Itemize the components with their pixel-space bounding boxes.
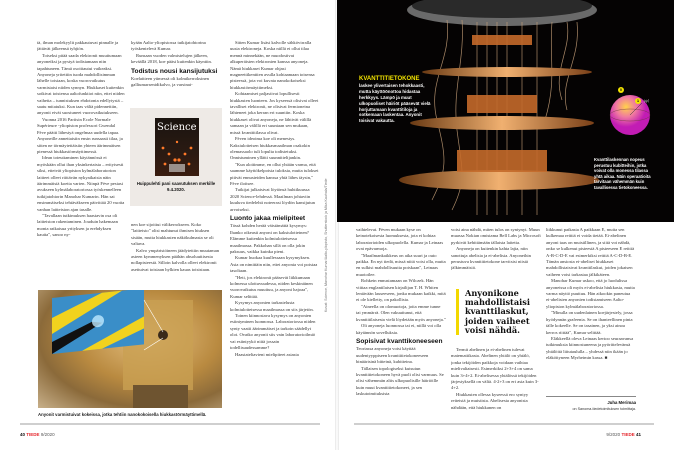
qubit-label-0: 0: [619, 87, 623, 92]
magazine-brand: TIEDE: [26, 432, 40, 437]
issue-number: 9/2020: [40, 432, 55, 437]
signature-divider: [546, 396, 636, 397]
paragraph: Haastateltavieni mielipiteet asiasta: [235, 351, 299, 357]
paragraph: Kumar huokaa kuullessaan kysymyksen. Asia on nimittäin niin, ettei anyonia voi poistaa tasoltaan.: [230, 255, 318, 274]
quantum-computer-infobox: [359, 77, 437, 124]
qubit-label-psi: |ψ⟩: [644, 98, 650, 103]
paragraph: tä, ilman molekyylit pakkautuvat pinnalle ja jättävät jälkeensä tyhjiön.: [37, 40, 119, 52]
paragraph: Hiukkasten ollessa kyseessä ero syntyy reiteistä ja muistista. Abelisesta anyonista nähdään, että hiukkanen on: [451, 391, 529, 410]
section-heading: Luonto jakaa mielipiteet: [230, 214, 306, 222]
right-column-2-top: [451, 227, 541, 281]
right-column-3: [546, 227, 636, 393]
paragraph: Sitten Kumar lisäsi kalvolle sähkövirralla uusia elektroneja. Koska niillä ei ollut tilaa mennä minnekään, ne muodostivat alkuperäisten elektronien kanssa anyoneja. Nämä hiukkaset Kumar ohjasi magneettikenttien avulla kohtaamaan toisensa pisteessä, jota voi kuvata nanokokoiseksi hiukkastörmäyttimeksi.: [230, 40, 315, 90]
paragraph: Manohar Kumar uskoo, että jo luodulissa anyoneissa oli myös ei-abelisia hiukkasia, mutta varma näyttö puuttuu. Hän aikookin paneutua ei-abelisten anyonien todistamiseen Aalto-yliopiston kylmälaboratoriossa.: [546, 278, 635, 309]
paragraph: Termit abelinen ja ei-abelinen tulevat matematiikasta. Abelinen yhtälö on yhtälö, jonka tekijöiden paikkoja voidaan vaihtaa mielivaltaisesti. Esimerkiksi 2+3+4 on sama kuin 3+4+2. Ei-abelisessa yhtälössä tekijöiden järjestyksellä on väliä. 4-2+3 on eri asia kuin 3-4+2.: [451, 347, 539, 391]
section-heading: Sopisivat kvanttikoneeseen: [356, 337, 443, 345]
paragraph: "Tavallaan tutkimuksen haastavin osa oli laitteiston rakentaminen. Jouduin hakemaan monta ratkaisua yrityksen ja erehdyksen kautta", sanoo ny-: [37, 212, 118, 238]
left-column-2-top: [131, 40, 221, 106]
paragraph: Tällaisen topologiseksi kutsutun kvanttitietokoneen hyvä puoli olisi varmuus. Se olisi vähemmän altis ulkopuolisille häiriöille kuin muut kvanttitietokoneet, ja sen laskutoimituksista: [356, 365, 444, 397]
right-column-2-bottom: [451, 347, 541, 419]
paragraph: Vuonna 2016 Pariisin Ecole Normale Supérieure -yliopiston professori Gwendal Fève päätti lähestyä ongelmaa uudella tapaa. Anyoneille annettaisiin ensin runsaasti tilaa, ja sitten ne törmäytettäisiin yhteen äärimmäisen pienessä hiukkastörmäyttimessä.: [37, 116, 123, 154]
left-column-1: [37, 40, 125, 288]
author-note: on Sanoma-tiedetoimituksen toimittaja.: [572, 407, 636, 411]
paragraph: vaihtelevat. Fèven mukaan kyse on keinotekoisesta luomuksesta, jota ei kohtaa laboratorioiden ulkopuolella. Kumar ja Leinaas ovat epävarmoja.: [356, 227, 444, 252]
right-column-1: [356, 227, 446, 419]
paragraph: "Heti, jos elektronit pääsevät liikkumaan kolmessa ulottuvuudessa, niiden keskinäinen vuorovaikutus muuttuu, ja anyoni hajoaa", Kumar selittää.: [230, 274, 313, 299]
paragraph: Koelaitteen ytimessä oli kolmikerroksinen galliumarsenidikalvo, ja varsinai-: [131, 76, 209, 88]
qubit-infobox: Kvanttilaskennan nopeus perustuu kubitteihin, jotka voivat olla monessa tilassa yhtä aikaa. Näin operaatioita tarvitaan vähemmän kuin tavallisessa tietokoneessa.: [594, 157, 651, 190]
paragraph: Rohkein ennustamaan on Wilczek. Hän viittaa englantilaisen kirjailijan T. H. Whiten lentävään lauseeseen, jonka mukaan kaikki, mitä ei ole kielletty, on pakollista.: [356, 278, 446, 303]
paragraph: kyään Aalto-yliopistossa tutkijatohtorina työskentelevä Kumar.: [131, 40, 206, 52]
qubit-label-1: 1: [636, 98, 640, 103]
paragraph: Tässä kohden herää väistämättä kysymys: Ihanko oikeasti anyoni on kaksiulotteinen? Elämme kuitenkin kolmiulotteisessa maailmassa. Pakkohan sillä on olla jokin paksuus, vaikka kuinka pieni.: [230, 223, 309, 254]
page-number: 40: [20, 432, 26, 437]
page-footer-left: [20, 432, 55, 437]
science-cover-image: [155, 118, 199, 176]
photo-caption: Anyonit varmistuivat kokeissa, jotka tehtiin nanokokoisella hiukkastörmäyttimellä.: [38, 412, 207, 417]
paragraph: Idean toteuttaminen käytännössä ei myöskään ollut ihan yksinkertaista – erityisesti siksi, etteivät yliopiston kylmälaboratorion laitteet olleet riittävän nykyaikaisia näin äärimmäisiä koetta varten. Niinpä Fève pestasi avukseen kylmälaboratoriossa työskennelleen tutkijatohtorin Manohar Kumarin. Hän sai ensimmäiseksi tehtäväkseen päivittää 20 vuotta vanhan laitteiston ajan tasalle.: [37, 155, 125, 212]
paragraph: Kalvo ympäristöineen jäädytettiin muutaman asteen kymmenyksen päähän absoluuttisesta nollapisteestä. Silloin kalvolla olleet elektronit asettuivat toisiaan hylkien kauas toisistaan.: [131, 247, 220, 272]
paragraph: Tutkijat julkaisivat löytönsä huhtikuussa 2020 Science-lehdessä. Maailman johtaviin kuuluva tiedelehti noteerasi löydön kansijutun arvoiseksi.: [230, 187, 315, 212]
issue-number: 9/2020: [606, 432, 621, 437]
divider: [354, 423, 654, 425]
page-number: 41: [635, 432, 641, 437]
divider: [20, 423, 320, 425]
magazine-brand: TIEDE: [621, 432, 635, 437]
paragraph: Toinen kiinnostava kysymys on anyonien esiintyminen luonnossa. Laboratoriossa niiden synty vaatii äärimmäiset ja tarkoin säädellyt olot. Ovatko anyonit siis vain laboratorioilmiö vai esiintyykö niitä jossain todellisuudessamme?: [230, 313, 316, 351]
paragraph: "Kun aloitimme, en ollut yhtään varma, että saamme käyttökelpoisia tuloksia, mutta tulokset pitivät ennusteiden kanssa yhtä lähes täysin," Fève iloitsee.: [230, 161, 319, 186]
paragraph: Kohtaamiset paljastivat lopullisesti hiukkasten luonteen. Jos kyseessä olisivat olleet tavalliset elektronit, ne olisivat fermioneina lähteneet joka kerran eri suuntiin. Koska hiukkaset olivat anyoneja, ne lähtivät välillä samaan ja välillä eri suuntaan sen mukaan, missä kvanttitilassa olivat.: [230, 91, 319, 135]
author-name: Juha Merimaa: [607, 400, 636, 405]
section-heading: Todistus nousi kansijutuksi: [131, 67, 218, 75]
paragraph: Eläkkeellä oleva Leinaas kertoo seuraavansa tutkimuksia kiinnostuneena ja pyörittelevänsä yhtälöitä liitutaululla – yhdessä niin ikään jo eläköityneen Myrheimin kassa. ■: [546, 335, 634, 361]
paragraph: "Minulla on uudenlainen koejärjestely, jossa hyödynnän grafeenia. Se on ihanteellinen pinta tälle kokeelle. Se on tasainen, ja yksi ainoa kerros riittää", Kumar selittää.: [546, 310, 633, 335]
science-cover-box: [130, 108, 222, 206]
chip-inset: [52, 290, 144, 354]
paragraph: Kysymys anyonien tarkastelusta kolmiulotteisessa maailmassa on siis järjetön.: [230, 300, 314, 312]
left-column-3: [230, 40, 319, 420]
paragraph: Oli anyoneja luonnossa tai ei, niillä voi olla käytännön sovelluksia.: [356, 323, 442, 335]
paragraph: Anyoneja on kuitenkin kahta lajia, niin sanottuja abelisia ja ei-abelisia. Anyoneihin perustuva kvanttitietokone tarvitsisi niistä jälkimmäisiä.: [451, 246, 531, 271]
paragraph: Fèven ideoima koe oli menestys. Kaksiulotteisen hiukkasmaailman osakokin olemassaolo tuli lopulta todistetuksi. Onnistuminen yllätti suunnittelijankin.: [230, 136, 310, 161]
paragraph: Toiseksi pitää saada elektronit muuttumaan anyoneiksi ja pystyä todistamaan niin tapahtuneen. Tämä osoittautui vaikeaksi. Anyoneja yritettiin tuoda mahdollisimman lähelle toisiaan, koska vuorovaikutus varmistaisi niiden synnyn. Hiukkaset kuitenkin sotkivat toistensa aaltofunktiot niin, ettei niiden vaihetta – tunnistuksen ehdotonta edellytystä – saatu mitatuksi. Kun taas väliä pidennettiin, anyonit eivät suostuneet vuorovaikutukseen.: [37, 52, 125, 116]
pull-quote: Anyonikone mahdollistaisi kvanttilaskut, joiden vaiheet voisi nähdä.: [456, 289, 540, 335]
paragraph: nen koe sijoittui välikerrokseen. Koko "laitteisto" olisi mahtunut ihmisen hiuksen sisään, mutta hiukkasten näkökulmasta se oli valtava.: [131, 222, 214, 247]
paragraph: voisi aina nähdä, miten tulos on syntynyt. Muun muassa Nokian omistama Bell Labs ja Microsoft pyrkivät kehittämään tällaista laitetta.: [451, 227, 541, 245]
quantum-computer-image: [337, 0, 674, 222]
left-column-2-bottom: [131, 222, 221, 284]
infobox-tag: KVANTTITIETOKONE: [359, 76, 420, 82]
paragraph: "Maailmankaikkeus on aika suuri ja outo paikka. En nyt tiedä, missä niitä voisi olla, mutta en sulkisi mahdollisuutta poiskaan", Leinaas muotoilee.: [356, 252, 446, 277]
paragraph: liikkunut paikasta A paikkaan E, mutta sen kulkemaa reittiä ei voida tietää. Ei-abelinen anyoni taas on muistillinen, ja siitä voi nähdä, onko se kulkenut pisteestä A pisteeseen E reittiä A-B-C-D-E vai esimerkiksi reittiä A-C-D-B-E. Tämän ansiosta ei-abeliset hiukkaset mahdollistaisivat kvanttilaskut, joiden jokaisen vaiheen voisi tarkastaa jälkikäteen.: [546, 227, 635, 277]
paragraph: Runsaan vuoden valmistelujen jälkeen, keväällä 2018, koe pääsi kuitenkin käyntiin.: [131, 52, 213, 65]
paragraph: Teoriassa anyoneja voisi käyttää uudentyyppiseen kvanttitietokoneeseen binäärisinä bitteinä, kubitteina.: [356, 346, 429, 365]
collider-photo: [38, 290, 222, 408]
infobox-text: laskee ylivertaisen tehokkaasti, mutta käyttöönottoa hidastaa herkkyys. Lämpö ja muut ulkopuoliset häiriöt pääsevät vielä horjuttamaan kvanttitiloja ja sotkemaan laskentaa. Anyonit toisivat vakautta.: [359, 82, 431, 124]
paragraph: "Aineella on olomuotoja, joita emme tunne tai ymmärrä. Olen vakuuttunut, että kvanttitilaisesta vielä löydetään myös anyoneja.": [356, 303, 446, 322]
page-footer-right: [606, 432, 641, 437]
photo-credit: Kuvat: Science, Manohar Kumar/Aalto-yliopisto, Shutterstock ja Mika Kauhala/Tiede: [324, 178, 328, 312]
science-cover-caption: Huippulehti pani saavutuksen merkille 9.4.2020.: [136, 181, 216, 192]
science-cover-title: Science: [157, 122, 197, 133]
